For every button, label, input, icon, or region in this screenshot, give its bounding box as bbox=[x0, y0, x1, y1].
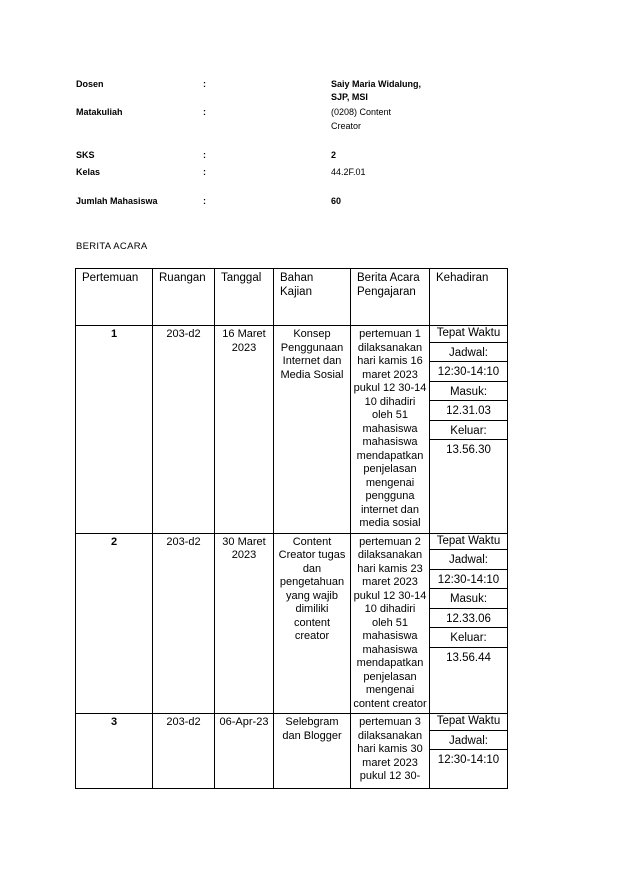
cell-bahan: Konsep Penggunaan Internet dan Media Sosial bbox=[274, 326, 351, 534]
cell-kehadiran bbox=[430, 714, 508, 789]
matakuliah-value-line1: (0208) Content bbox=[331, 107, 392, 117]
cell-bahan: Content Creator tugas dan pengetahuan yang wajib dimiliki content creator bbox=[274, 533, 351, 714]
matakuliah-colon: : bbox=[203, 107, 206, 117]
jadwal-label: Jadwal: bbox=[430, 346, 507, 363]
matakuliah-label: Matakuliah bbox=[76, 107, 123, 117]
kelas-label: Kelas bbox=[76, 167, 101, 177]
masuk-value: 12.33.06 bbox=[430, 612, 507, 629]
cell-pertemuan: 3 bbox=[76, 714, 153, 789]
cell-ruangan: 203-d2 bbox=[153, 326, 215, 534]
table-row bbox=[76, 326, 508, 534]
keluar-label: Keluar: bbox=[430, 631, 507, 648]
table-header-row bbox=[76, 269, 508, 326]
col-header-kehadiran: Kehadiran bbox=[430, 269, 508, 326]
cell-berita: pertemuan 1 dilaksanakan hari kamis 16 maret 2023 pukul 12 30-14 10 dihadiri oleh 51 mahasiswa mahasiswa mendapatkan penjelasan mengenai pengguna internet dan media sosial bbox=[351, 326, 430, 534]
dosen-colon: : bbox=[203, 79, 206, 89]
cell-bahan: Selebgram dan Blogger bbox=[274, 714, 351, 789]
section-title: BERITA ACARA bbox=[76, 241, 148, 252]
cell-tanggal: 16 Maret 2023 bbox=[215, 326, 274, 534]
cell-pertemuan: 1 bbox=[76, 326, 153, 534]
jadwal-value: 12:30-14:10 bbox=[437, 754, 500, 766]
col-header-berita: Berita Acara Pengajaran bbox=[351, 269, 430, 326]
col-header-ruangan: Ruangan bbox=[153, 269, 215, 326]
masuk-label: Masuk: bbox=[430, 592, 507, 609]
jadwal-label: Jadwal: bbox=[430, 553, 507, 570]
matakuliah-value-line2: Creator bbox=[331, 121, 362, 131]
cell-pertemuan: 2 bbox=[76, 533, 153, 714]
keluar-value: 13.56.44 bbox=[446, 651, 491, 664]
cell-kehadiran bbox=[430, 326, 508, 534]
cell-berita: pertemuan 3 dilaksanakan hari kamis 30 maret 2023 pukul 12 30- bbox=[351, 714, 430, 789]
kehadiran-status: Tepat Waktu bbox=[430, 534, 507, 551]
col-header-pertemuan: Pertemuan bbox=[76, 269, 153, 326]
dosen-value-line2: SJP, MSI bbox=[331, 92, 368, 102]
berita-acara-table bbox=[75, 268, 508, 789]
kehadiran-status: Tepat Waktu bbox=[430, 714, 507, 731]
masuk-label: Masuk: bbox=[430, 385, 507, 402]
kehadiran-status: Tepat Waktu bbox=[430, 326, 507, 343]
jumlah-colon: : bbox=[203, 196, 206, 206]
jumlah-value: 60 bbox=[331, 196, 342, 206]
keluar-value: 13.56.30 bbox=[446, 444, 491, 456]
jadwal-value: 12:30-14:10 bbox=[430, 573, 507, 590]
kelas-colon: : bbox=[203, 167, 206, 177]
col-header-bahan: Bahan Kajian bbox=[274, 269, 351, 326]
cell-berita: pertemuan 2 dilaksanakan hari kamis 23 maret 2023 pukul 12 30-14 10 dihadiri oleh 51 mahasiswa mahasiswa mendapatkan penjelasan mengenai content creator bbox=[351, 533, 430, 714]
dosen-label: Dosen bbox=[76, 79, 104, 89]
table-row bbox=[76, 714, 508, 789]
jadwal-value: 12:30-14:10 bbox=[430, 365, 507, 382]
col-header-tanggal: Tanggal bbox=[215, 269, 274, 326]
table-row bbox=[76, 533, 508, 714]
cell-tanggal: 30 Maret 2023 bbox=[215, 533, 274, 714]
jadwal-label: Jadwal: bbox=[430, 734, 507, 751]
cell-ruangan: 203-d2 bbox=[153, 533, 215, 714]
kelas-value: 44.2F.01 bbox=[331, 167, 366, 177]
sks-label: SKS bbox=[76, 150, 95, 160]
sks-value: 2 bbox=[331, 150, 337, 160]
masuk-value: 12.31.03 bbox=[430, 404, 507, 421]
cell-kehadiran bbox=[430, 533, 508, 714]
keluar-label: Keluar: bbox=[430, 424, 507, 441]
jumlah-label: Jumlah Mahasiswa bbox=[76, 196, 158, 206]
sks-colon: : bbox=[203, 150, 206, 160]
dosen-value-line1: Saiy Maria Widalung, bbox=[331, 79, 421, 89]
cell-tanggal: 06-Apr-23 bbox=[215, 714, 274, 789]
cell-ruangan: 203-d2 bbox=[153, 714, 215, 789]
